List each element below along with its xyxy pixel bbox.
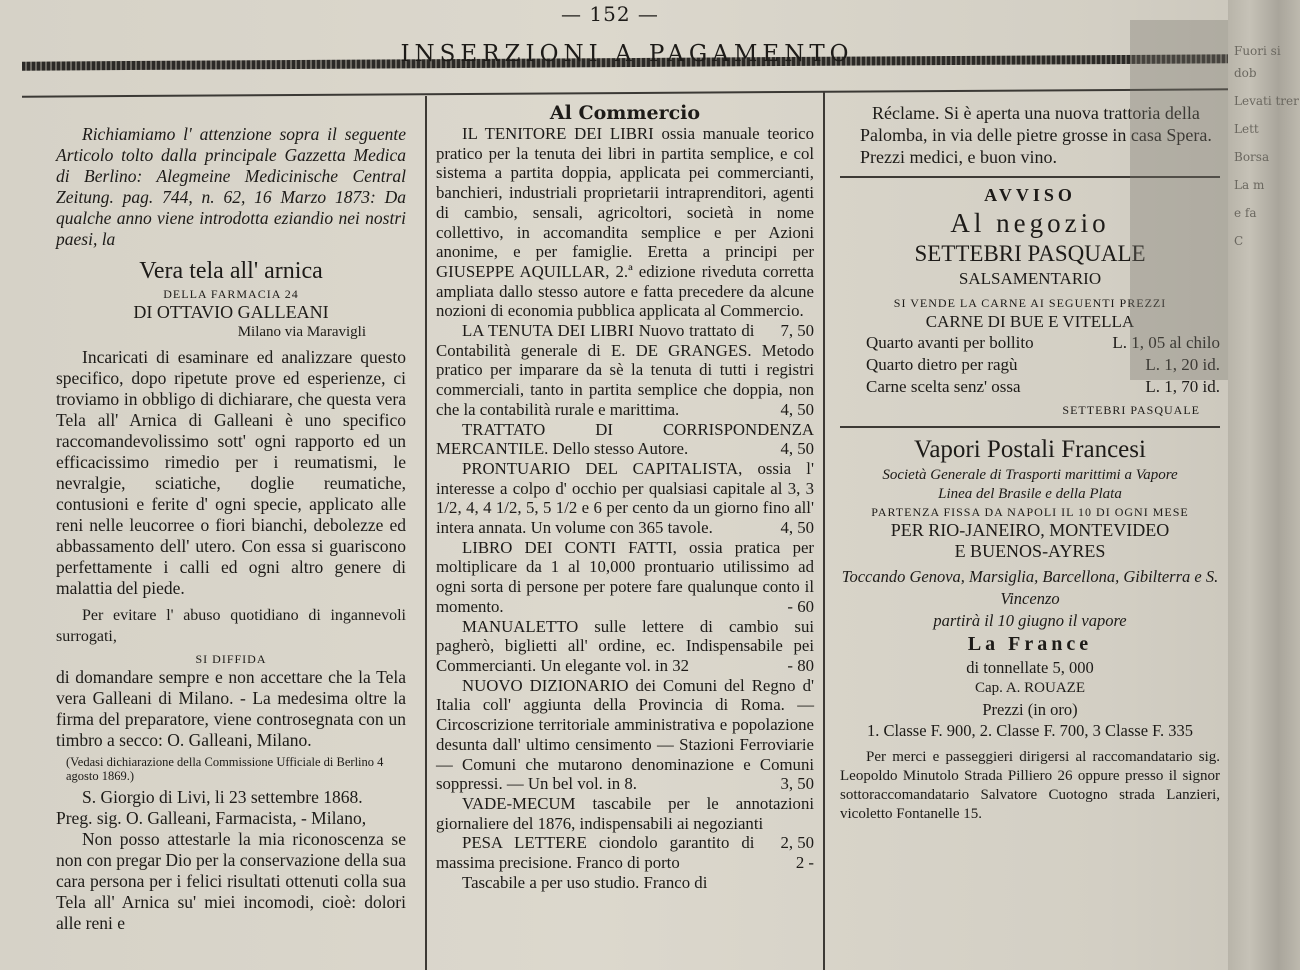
column-galleani-ad [56, 124, 406, 934]
book-price: 4, 50 [780, 518, 814, 538]
edge-fragment: C [1234, 234, 1244, 248]
vapori-title: Vapori Postali Francesi [914, 436, 1146, 463]
ad-title: Vera tela all' arnica [139, 258, 323, 284]
book-price: 2 - [795, 853, 814, 873]
meat-price: L. 1, 70 id. [1145, 377, 1220, 396]
meat-price: L. 1, 20 id. [1145, 355, 1220, 374]
ad-body: Incaricati di esaminare ed analizzare questo specifico, dopo ripetute prove ed esperienze, ci troviamo in obbligo di dichiarare, che questa vera Tela all' Arnica di Galleani è uno specifico raccomandevolissimo sott' ogni rapporto ed un efficacissimo rimedio per i reumatismi, le nevralgie, sciatiche, doglie reumatiche, contusioni e ferite d' ogni specie, applicato alle reni nelle leucorree o fiori bianchi, debolezze ed abbassamento dell' utero. Con essa si guariscono perfettamente i calli ed ogni altro genere di malattia del piede. [56, 347, 406, 598]
book-price: 4, 50 [780, 439, 814, 459]
destinations-line-2: E BUENOS-AYRES [954, 541, 1106, 561]
adjacent-page-edge [1228, 0, 1300, 970]
book-description: IL TENITORE DEI LIBRI ossia manuale teorico pratico per la tenuta dei libri in partita semplice, e col sistema a partita doppia, applicata pei commercianti, banchieri, industriali proprietarii intraprenditori, agenti di cambio, sensali, agricoltori, società in nome collettivo, in accomandita semplice e per Azioni anonime, e per famiglie. Eretta a principi per GIUSEPPE AQUILLAR, 2.ª edizione riveduta corretta ampliata dallo stesso autore e fatta precedere da alcune nozioni di economia pubblica applicata al Commercio. [436, 124, 814, 321]
meat-price: L. 1, 05 al chilo [1112, 333, 1220, 352]
book-listing [436, 676, 814, 794]
diffida-label: SI DIFFIDA [195, 652, 267, 666]
farmacia-line: DELLA FARMACIA 24 [163, 287, 299, 301]
book-price: 2, 50 [780, 833, 814, 853]
edge-fragment: Levati trer [1234, 94, 1299, 108]
edge-fragment: La m [1234, 178, 1265, 192]
book-listing [436, 459, 814, 538]
book-description: PRONTUARIO DEL CAPITALISTA, ossia l' interesse a colpo d' occhio per qualsiasi capitale al 3, 3 1/2, 4, 4 1/2, 5, 5 1/2 e 6 per cento da un giorno fino all' intera annata. Un volume con 365 tavole. [436, 458, 814, 538]
reclame-text: Réclame. Si è aperta una nuova trattoria della Palomba, in via delle pietre grosse in casa Spera. Prezzi medici, e buon vino. [860, 103, 1212, 167]
book-description: VADE-MECUM tascabile per le annotazioni giornaliere del 1876, indispensabili ai negozianti [436, 793, 814, 833]
tape-shadow [1130, 20, 1240, 380]
intro-text: Richiamiamo l' attenzione sopra il seguente Articolo tolto dalla principale Gazzetta Medica di Berlino: Alegmeine Medicinische Central Zeitung. pag. 744, n. 62, 16 Marzo 1873: Da qualche anno viene introdotta eziandio nei nostri paesi, la [56, 124, 406, 249]
meat-cut: Quarto dietro per ragù [866, 355, 1018, 374]
avviso-label: AVVISO [984, 185, 1076, 205]
edge-fragment: Fuori si dob [1234, 44, 1281, 80]
section-header: INSERZIONI A PAGAMENTO [400, 41, 854, 67]
column-commercio [436, 102, 814, 892]
commercio-title: Al Commercio [549, 102, 701, 124]
linea-line: Linea del Brasile e della Plata [938, 486, 1122, 502]
captain-line: Cap. A. ROUAZE [975, 680, 1085, 696]
ship-name: La France [967, 633, 1093, 655]
shop-signature: SETTEBRI PASQUALE [1062, 403, 1200, 417]
diffida-text: di domandare sempre e non accettare che la Tela vera Galleani di Milano. - La medesima oltre la firma del preparatore, viene controsegnata con un timbro a secco: O. Galleani, Milano. [56, 667, 406, 750]
book-price: - 60 [787, 596, 814, 616]
column-divider-1 [425, 96, 427, 970]
ports-line: Toccando Genova, Marsiglia, Barcellona, Gibilterra e S. Vincenzo [841, 567, 1219, 608]
letter-recipient: Preg. sig. O. Galleani, Farmacista, - Milano, [56, 808, 367, 828]
book-listing [436, 538, 814, 617]
negozio-title: Al negozio [950, 208, 1110, 238]
meat-cut: Quarto avanti per bollito [866, 333, 1034, 352]
agents-text: Per merci e passeggieri dirigersi al raccomandatario sig. Leopoldo Minutolo Strada Pilliero 26 oppure presso il signor sottoraccomandatario Salvatore Cuotogno strada Lanzieri, vicoletto Fontanelle 15. [840, 749, 1220, 822]
class-prices: 1. Classe F. 900, 2. Classe F. 700, 3 Classe F. 335 [866, 721, 1194, 740]
prices-gold: Prezzi (in oro) [982, 700, 1078, 719]
book-description: NUOVO DIZIONARIO dei Comuni del Regno d' Italia coll' aggiunta della Provincia di Roma. — Circoscrizione territoriale amministrativa e popolazione desunta dall' ultimo censimento — Stazioni Ferroviarie — Comuni che mutarono denominazione e Comuni soppressi. — Un bel vol. in 8. [436, 675, 814, 794]
header-rule-bottom [22, 88, 1232, 97]
letter-place-date: S. Giorgio di Livi, li 23 settembre 1868. [82, 787, 363, 807]
book-listing [436, 617, 814, 676]
meat-cut: Carne scelta senz' ossa [866, 377, 1021, 396]
book-description: Tascabile a per uso studio. Franco di [462, 872, 708, 892]
column-divider-2 [823, 92, 825, 970]
book-price: - 80 [787, 655, 814, 675]
book-description: LA TENUTA DEI LIBRI Nuovo trattato di Contabilità generale di E. DE GRANGES. Metodo pratico per imparare da sè la tenuta di tutti i registri commerciali, tanto in partita semplice che doppia, non che la contabilità rurale e marittima. [436, 321, 814, 419]
pharmacist-name: DI OTTAVIO GALLEANI [133, 302, 329, 322]
commission-note: (Vedasi dichiarazione della Commissione Ufficiale di Berlino 4 agosto 1869.) [66, 755, 384, 783]
book-price: 7, 50 [780, 321, 814, 341]
book-listing [436, 124, 814, 341]
destinations-line: PER RIO-JANEIRO, MONTEVIDEO [890, 520, 1170, 540]
societa-line: Società Generale di Trasporti marittimi a Vapore [882, 467, 1178, 483]
partenza-line: PARTENZA FISSA DA NAPOLI IL 10 DI OGNI MESE [871, 505, 1189, 519]
prices-intro: SI VENDE LA CARNE AI SEGUENTI PREZZI [893, 296, 1167, 310]
tonnage-line: di tonnellate 5, 000 [966, 658, 1094, 677]
warning-text: Per evitare l' abuso quotidiano di ingannevoli surrogati, [56, 607, 406, 645]
book-price: 3, 50 [780, 774, 814, 794]
book-description: TRATTATO DI CORRISPONDENZA MERCANTILE. Dello stesso Autore. [436, 419, 814, 459]
meat-title: CARNE DI BUE E VITELLA [925, 312, 1135, 331]
book-description: MANUALETTO sulle lettere di cambio sui pagherò, biglietti all' ordine, ec. Indispensabile pei Commercianti. Un elegante vol. in 32 [436, 616, 814, 675]
edge-fragment: Lett [1234, 122, 1259, 136]
book-description: LIBRO DEI CONTI FATTI, ossia pratica per moltiplicare da 1 al 10,000 prontuario utilissimo ad ogni sorta di persone per potere fare qualunque conto il momento. [436, 537, 814, 616]
books-list [436, 124, 814, 892]
departure-line: partirà il 10 giugno il vapore [933, 611, 1127, 630]
pharmacy-address: Milano via Maravigli [237, 324, 366, 340]
letter-body: Non posso attestarle la mia riconoscenza se non con pregar Dio per la conservazione della sua cara persona per i felici risultati ottenuti colla sua Tela all' Arnica su' miei incomodi, cioè: dolori alle reni e [56, 829, 406, 933]
shop-trade: SALSAMENTARIO [958, 269, 1102, 288]
page-number: — 152 — [561, 2, 659, 26]
shop-owner: SETTEBRI PASQUALE [914, 241, 1146, 266]
edge-fragment: Borsa [1234, 150, 1270, 164]
book-listing [436, 420, 814, 459]
book-listing [436, 873, 814, 893]
edge-fragment: e fa [1234, 206, 1257, 220]
book-description: PESA LETTERE ciondolo garantito di massima precisione. Franco di porto [436, 833, 755, 873]
divider-avviso [840, 426, 1220, 428]
book-price: 4, 50 [780, 399, 814, 419]
